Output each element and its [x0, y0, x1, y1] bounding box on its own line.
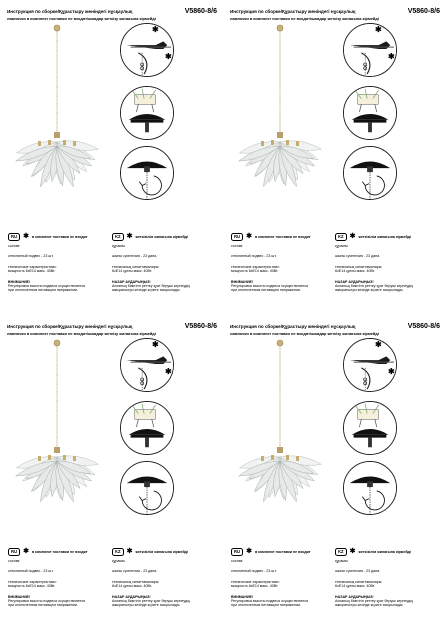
- kz-specs-label: техникалық сипаттамалары:: [112, 264, 160, 269]
- ru-composition-label: состав:: [8, 559, 21, 563]
- kz-warning-line1: Аспаның биіктігін реттеу қуат беруші кернеудің: [112, 599, 191, 604]
- ru-composition-value: стеклянный подвес - 23 шт.: [8, 254, 54, 259]
- kz-specs-label: техникалық сипаттамалары:: [112, 579, 160, 584]
- step-2-wire-connection: [120, 86, 174, 140]
- kz-badge: KZ: [335, 233, 347, 241]
- ru-badge: RU: [231, 548, 243, 556]
- kz-warning-line1: Аспаның биіктігін реттеу қуат беруші кернеудің: [112, 284, 191, 289]
- chandelier-illustration: [14, 24, 100, 224]
- kz-legend-header: [112, 233, 188, 241]
- kz-star-note: жеткізілім жинағына кірмейді: [358, 235, 411, 239]
- ru-specs-label: технические характеристики:: [231, 264, 280, 269]
- ru-details: [8, 559, 108, 608]
- ru-composition-value: стеклянный подвес - 23 шт.: [231, 254, 277, 259]
- ru-star-note: в комплект поставки не входит: [254, 235, 311, 239]
- kz-warning-title: НАЗАР АУДАРЫҢЫЗ!: [335, 594, 374, 599]
- ru-star-note: в комплект поставки не входит: [31, 550, 88, 554]
- chandelier-illustration: [14, 339, 100, 539]
- model-number: V5860-8/6: [407, 8, 440, 15]
- ru-warning-line1: Регулировка высоты подвеса осуществляется: [8, 599, 86, 604]
- sheet-subtitle: лампочки в комплект поставки не входят/шамдар жеткізу жинағына кірмейді: [7, 330, 156, 336]
- instruction-copy-2: [223, 0, 446, 315]
- sheet-header: [7, 323, 217, 336]
- star-icon: ✱: [126, 548, 133, 555]
- ru-details: [8, 244, 108, 293]
- ru-warning-title: ВНИМАНИЕ!: [231, 594, 254, 599]
- ru-legend-header: [8, 548, 88, 556]
- model-number: V5860-8/6: [184, 323, 217, 330]
- kz-composition-label: құрамы:: [112, 244, 126, 248]
- ru-composition-label: состав:: [231, 244, 244, 248]
- ru-warning-title: ВНИМАНИЕ!: [8, 594, 31, 599]
- ru-details: [231, 244, 331, 293]
- instruction-copy-4: [223, 315, 446, 630]
- kz-details: [335, 559, 435, 608]
- kz-badge: KZ: [112, 233, 124, 241]
- ru-warning-line2: при отключенном питающем напряжении.: [231, 603, 302, 608]
- model-number: V5860-8/6: [407, 323, 440, 330]
- sheet-header: [230, 323, 440, 336]
- kz-composition-label: құрамы:: [335, 559, 349, 563]
- kz-specs-label: техникалық сипаттамалары:: [335, 264, 383, 269]
- kz-composition-value: шыны суспензия - 23 дана.: [112, 254, 158, 259]
- step-2-wire-connection: [343, 86, 397, 140]
- star-icon: ✱: [349, 233, 356, 240]
- step-1-canopy-mount: [120, 23, 174, 77]
- ru-specs-value: мощность 6хЕ14 макс. 40Вт.: [8, 269, 56, 274]
- legend-block: [231, 233, 441, 311]
- kz-legend-header: [335, 548, 411, 556]
- ru-warning-line2: при отключенном питающем напряжении.: [8, 288, 79, 293]
- star-icon: ✱: [246, 233, 252, 240]
- instruction-copy-1: [0, 0, 223, 315]
- kz-warning-title: НАЗАР АУДАРЫҢЫЗ!: [112, 594, 151, 599]
- ru-warning-line1: Регулировка высоты подвеса осуществляется: [8, 284, 86, 289]
- kz-warning-line2: ажыратылуы кезінде жүзеге асырылады.: [112, 288, 181, 293]
- kz-warning-title: НАЗАР АУДАРЫҢЫЗ!: [112, 279, 151, 284]
- legend-block: [231, 548, 441, 626]
- step-1-canopy-mount: [343, 338, 397, 392]
- ru-composition-value: стеклянный подвес - 23 шт.: [8, 569, 54, 574]
- ru-warning-line2: при отключенном питающем напряжении.: [8, 603, 79, 608]
- star-icon: ✱: [388, 52, 395, 61]
- kz-warning-line1: Аспаның биіктігін реттеу қуат беруші кернеудің: [335, 284, 414, 289]
- star-icon: ✱: [165, 52, 172, 61]
- step-1-canopy-mount: [343, 23, 397, 77]
- kz-legend-header: [112, 548, 188, 556]
- sheet-title: Инструкция по сборке/Құрастыру жөніндегі нұсқаулық: [7, 9, 133, 14]
- ru-warning-line1: Регулировка высоты подвеса осуществляется: [231, 284, 309, 289]
- step-3-height-adjust: [343, 461, 397, 515]
- ru-composition-label: состав:: [8, 244, 21, 248]
- sheet-header: [7, 8, 217, 21]
- ru-badge: RU: [8, 548, 20, 556]
- star-icon: ✱: [165, 367, 172, 376]
- ru-specs-label: технические характеристики:: [231, 579, 280, 584]
- star-icon: ✱: [246, 548, 252, 555]
- step-3-height-adjust: [120, 461, 174, 515]
- kz-badge: KZ: [112, 548, 124, 556]
- star-icon: ✱: [23, 548, 29, 555]
- ru-warning-title: ВНИМАНИЕ!: [231, 279, 254, 284]
- kz-composition-value: шыны суспензия - 23 дана.: [335, 254, 381, 259]
- ru-legend-header: [231, 233, 311, 241]
- step-2-wire-connection: [120, 401, 174, 455]
- star-icon: ✱: [375, 340, 382, 349]
- step-2-wire-connection: [343, 401, 397, 455]
- model-number: V5860-8/6: [184, 8, 217, 15]
- kz-composition-label: құрамы:: [112, 559, 126, 563]
- kz-warning-line1: Аспаның биіктігін реттеу қуат беруші кернеудің: [335, 599, 414, 604]
- star-icon: ✱: [126, 233, 133, 240]
- ru-specs-label: технические характеристики:: [8, 579, 57, 584]
- star-icon: ✱: [152, 340, 159, 349]
- ru-composition-label: состав:: [231, 559, 244, 563]
- ru-composition-value: стеклянный подвес - 23 шт.: [231, 569, 277, 574]
- chandelier-illustration: [237, 339, 323, 539]
- step-3-height-adjust: [120, 146, 174, 200]
- kz-warning-line2: ажыратылуы кезінде жүзеге асырылады.: [335, 288, 404, 293]
- star-icon: ✱: [23, 233, 29, 240]
- kz-badge: KZ: [335, 548, 347, 556]
- ru-specs-value: мощность 6хЕ14 макс. 40Вт.: [231, 584, 279, 589]
- kz-details: [112, 559, 212, 608]
- chandelier-illustration: [237, 24, 323, 224]
- ru-badge: RU: [8, 233, 20, 241]
- step-3-height-adjust: [343, 146, 397, 200]
- kz-star-note: жеткізілім жинағына кірмейді: [358, 550, 411, 554]
- ru-specs-value: мощность 6хЕ14 макс. 40Вт.: [8, 584, 56, 589]
- ru-warning-title: ВНИМАНИЕ!: [8, 279, 31, 284]
- star-icon: ✱: [349, 548, 356, 555]
- ru-legend-header: [231, 548, 311, 556]
- ru-warning-line1: Регулировка высоты подвеса осуществляется: [231, 599, 309, 604]
- sheet-title: Инструкция по сборке/Құрастыру жөніндегі нұсқаулық: [230, 9, 356, 14]
- ru-star-note: в комплект поставки не входит: [254, 550, 311, 554]
- star-icon: ✱: [388, 367, 395, 376]
- kz-composition-value: шыны суспензия - 23 дана.: [112, 569, 158, 574]
- kz-composition-label: құрамы:: [335, 244, 349, 248]
- ru-legend-header: [8, 233, 88, 241]
- kz-specs-label: техникалық сипаттамалары:: [335, 579, 383, 584]
- ru-warning-line2: при отключенном питающем напряжении.: [231, 288, 302, 293]
- kz-specs-value: 6хЕ14 қуаты макс. 40Вт.: [335, 584, 376, 589]
- legend-block: [8, 233, 218, 311]
- kz-specs-value: 6хЕ14 қуаты макс. 40Вт.: [112, 269, 153, 274]
- kz-star-note: жеткізілім жинағына кірмейді: [135, 550, 188, 554]
- kz-warning-line2: ажыратылуы кезінде жүзеге асырылады.: [335, 603, 404, 608]
- kz-details: [335, 244, 435, 293]
- star-icon: ✱: [375, 25, 382, 34]
- ru-specs-value: мощность 6хЕ14 макс. 40Вт.: [231, 269, 279, 274]
- sheet-subtitle: лампочки в комплект поставки не входят/шамдар жеткізу жинағына кірмейді: [7, 15, 156, 21]
- ru-star-note: в комплект поставки не входит: [31, 235, 88, 239]
- ru-specs-label: технические характеристики:: [8, 264, 57, 269]
- legend-block: [8, 548, 218, 626]
- ru-badge: RU: [231, 233, 243, 241]
- ru-details: [231, 559, 331, 608]
- kz-star-note: жеткізілім жинағына кірмейді: [135, 235, 188, 239]
- step-1-canopy-mount: [120, 338, 174, 392]
- sheet-title: Инструкция по сборке/Құрастыру жөніндегі нұсқаулық: [230, 324, 356, 329]
- sheet-title: Инструкция по сборке/Құрастыру жөніндегі нұсқаулық: [7, 324, 133, 329]
- sheet-header: [230, 8, 440, 21]
- sheet-subtitle: лампочки в комплект поставки не входят/шамдар жеткізу жинағына кірмейді: [230, 15, 379, 21]
- star-icon: ✱: [152, 25, 159, 34]
- kz-specs-value: 6хЕ14 қуаты макс. 40Вт.: [112, 584, 153, 589]
- kz-specs-value: 6хЕ14 қуаты макс. 40Вт.: [335, 269, 376, 274]
- instruction-copy-3: [0, 315, 223, 630]
- kz-warning-title: НАЗАР АУДАРЫҢЫЗ!: [335, 279, 374, 284]
- sheet-subtitle: лампочки в комплект поставки не входят/шамдар жеткізу жинағына кірмейді: [230, 330, 379, 336]
- kz-warning-line2: ажыратылуы кезінде жүзеге асырылады.: [112, 603, 181, 608]
- kz-composition-value: шыны суспензия - 23 дана.: [335, 569, 381, 574]
- kz-details: [112, 244, 212, 293]
- kz-legend-header: [335, 233, 411, 241]
